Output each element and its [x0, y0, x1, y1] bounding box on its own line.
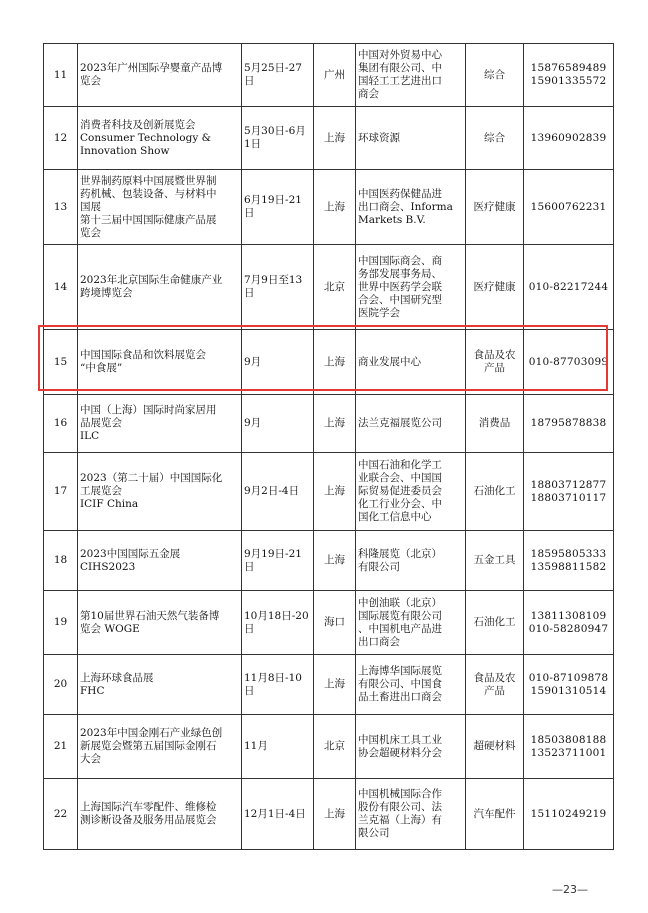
exhibition-date	[242, 107, 314, 170]
exhibition-name-line: 消费者科技及创新展览会	[80, 118, 196, 131]
exhibition-name-line: FHC	[80, 684, 105, 697]
row-number: 21	[44, 715, 78, 779]
exhibition-date	[242, 330, 314, 395]
exhibition-organizer-line: Markets B.V.	[358, 213, 426, 226]
exhibition-name-line: 品展览会	[80, 417, 122, 429]
contact-phone-line: 13523711001	[530, 746, 607, 759]
exhibition-organizer	[356, 655, 466, 715]
exhibition-name-line: 2023年中国金刚石产业绿色创	[80, 727, 223, 739]
exhibition-category-line: 五金工具	[473, 554, 516, 566]
exhibition-city: 上海	[314, 655, 356, 715]
contact-phone	[524, 245, 614, 330]
exhibition-date-line: 12月1日-4日	[244, 807, 306, 820]
exhibition-name-line: 上海环球食品展	[80, 671, 154, 684]
exhibition-organizer-line: 中创油联（北京）	[358, 596, 442, 609]
exhibition-name-line: “中食展”	[80, 362, 123, 374]
exhibition-name-line: 览会	[80, 226, 101, 239]
exhibition-organizer-line: 国化工信息中心	[358, 511, 432, 523]
contact-phone-line: 15901335572	[530, 75, 607, 87]
contact-phone	[524, 715, 614, 779]
exhibition-date	[242, 44, 314, 107]
row-number: 19	[44, 591, 78, 655]
contact-phone	[524, 170, 614, 245]
exhibition-organizer	[356, 591, 466, 655]
exhibition-name-line: 跨境博览会	[80, 287, 133, 299]
table-row	[44, 779, 614, 850]
exhibition-name-line: 国展	[80, 200, 101, 213]
contact-phone	[524, 395, 614, 453]
exhibition-date	[242, 591, 314, 655]
table-row	[44, 107, 614, 170]
exhibition-date-line: 1日	[244, 138, 262, 150]
contact-phone-line: 010-82217244	[528, 280, 609, 293]
table-row	[44, 44, 614, 107]
exhibition-name-line: 第10届世界石油天然气装备博	[80, 609, 220, 622]
exhibition-name-line: 工展览会	[80, 485, 122, 497]
table-row	[44, 395, 614, 453]
exhibition-organizer-line: 业联合会、中国国	[358, 472, 442, 484]
exhibition-name	[78, 591, 242, 655]
contact-phone	[524, 591, 614, 655]
exhibition-city: 北京	[314, 715, 356, 779]
contact-phone	[524, 779, 614, 850]
contact-phone-line: 13960902839	[530, 131, 607, 144]
table-row	[44, 170, 614, 245]
exhibition-organizer	[356, 107, 466, 170]
exhibition-category	[466, 591, 524, 655]
exhibition-organizer-line: 出口商会	[358, 635, 400, 648]
table-row	[44, 591, 614, 655]
exhibition-name-line: 测诊断设备及服务用品展览会	[80, 814, 217, 826]
exhibition-date-line: 7月9日至13	[244, 274, 303, 286]
contact-phone	[524, 531, 614, 591]
exhibition-organizer	[356, 779, 466, 850]
exhibition-date	[242, 779, 314, 850]
exhibition-organizer-line: 环球资源	[358, 131, 400, 144]
row-number: 22	[44, 779, 78, 850]
exhibition-date	[242, 453, 314, 531]
exhibition-category	[466, 453, 524, 531]
exhibition-date-line: 日	[244, 560, 255, 573]
exhibition-date-line: 10月18日-20	[244, 609, 309, 622]
exhibition-category	[466, 715, 524, 779]
contact-phone-line: 18595805333	[530, 547, 607, 560]
exhibition-organizer	[356, 170, 466, 245]
exhibition-category	[466, 170, 524, 245]
exhibition-organizer-line: 合会、中国研究型	[358, 293, 442, 306]
exhibition-organizer-line: 出口商会、Informa	[358, 200, 453, 213]
exhibition-city: 上海	[314, 531, 356, 591]
contact-phone	[524, 330, 614, 395]
exhibition-city: 上海	[314, 395, 356, 453]
exhibition-organizer-line: 中国机械国际合作	[358, 788, 442, 800]
exhibition-name	[78, 330, 242, 395]
exhibition-date-line: 日	[244, 684, 255, 697]
exhibition-organizer-line: 国轻工工艺进出口	[358, 75, 442, 87]
exhibition-date-line: 9月19日-21	[244, 547, 302, 560]
exhibition-name-line: 中国（上海）国际时尚家居用	[80, 404, 217, 416]
exhibition-organizer-line: 中国对外贸易中心	[358, 49, 442, 61]
exhibition-city: 广州	[314, 44, 356, 107]
exhibition-category-line: 产品	[484, 362, 505, 374]
exhibition-city: 上海	[314, 330, 356, 395]
contact-phone-line: 010-87703099	[528, 355, 609, 368]
exhibition-date-line: 日	[244, 287, 255, 299]
exhibition-city: 上海	[314, 453, 356, 531]
table-row	[44, 531, 614, 591]
exhibition-name	[78, 245, 242, 330]
exhibition-name-line: 大会	[80, 753, 101, 765]
contact-phone-line: 13598811582	[530, 560, 607, 573]
exhibition-category	[466, 44, 524, 107]
exhibition-category	[466, 395, 524, 453]
table-row	[44, 330, 614, 395]
exhibition-name	[78, 453, 242, 531]
exhibition-organizer-line: 中国机床工具工业	[358, 733, 442, 746]
exhibition-date	[242, 170, 314, 245]
exhibition-city: 海口	[314, 591, 356, 655]
exhibition-date-line: 5月25日-27	[244, 62, 302, 74]
table-body	[44, 44, 614, 850]
row-number: 18	[44, 531, 78, 591]
exhibition-city: 上海	[314, 170, 356, 245]
exhibition-date	[242, 655, 314, 715]
exhibition-name-line: ICIF China	[80, 498, 139, 510]
exhibition-name	[78, 170, 242, 245]
exhibition-organizer	[356, 245, 466, 330]
exhibition-category-line: 医疗健康	[473, 200, 516, 213]
exhibition-name	[78, 715, 242, 779]
exhibition-date-line: 11月8日-10	[244, 671, 302, 684]
exhibition-organizer	[356, 395, 466, 453]
exhibition-date-line: 6月19日-21	[244, 194, 302, 206]
row-number: 17	[44, 453, 78, 531]
exhibition-date-line: 日	[244, 622, 255, 635]
exhibition-category-line: 超硬材料	[473, 740, 516, 752]
table-row	[44, 245, 614, 330]
exhibition-category-line: 医疗健康	[473, 280, 516, 293]
exhibition-organizer-line: 商业发展中心	[358, 355, 421, 368]
exhibition-name	[78, 531, 242, 591]
contact-phone	[524, 107, 614, 170]
exhibition-organizer	[356, 44, 466, 107]
exhibition-name-line: 新展览会暨第五届国际金刚石	[80, 740, 217, 752]
contact-phone-line: 18803710117	[530, 491, 607, 504]
exhibition-table	[43, 43, 614, 850]
row-number: 12	[44, 107, 78, 170]
exhibition-category-line: 产品	[484, 684, 505, 697]
exhibition-date	[242, 245, 314, 330]
exhibition-organizer-line: 法兰克福展览公司	[358, 417, 442, 429]
exhibition-category-line: 石油化工	[473, 485, 516, 497]
row-number: 11	[44, 44, 78, 107]
exhibition-organizer-line: 科隆展览（北京）	[358, 547, 442, 560]
exhibition-name	[78, 779, 242, 850]
exhibition-organizer-line: 股份有限公司、法	[358, 801, 442, 813]
exhibition-name-line: 2023年北京国际生命健康产业	[80, 274, 223, 286]
exhibition-name	[78, 395, 242, 453]
exhibition-organizer-line: 际贸易促进委员会	[358, 485, 442, 497]
exhibition-category	[466, 779, 524, 850]
contact-phone-line: 15876589489	[530, 62, 607, 74]
exhibition-name-line: ILC	[80, 430, 100, 442]
exhibition-organizer-line: 国际展览有限公司	[358, 609, 442, 622]
exhibition-organizer-line: 兰克福（上海）有	[358, 814, 442, 826]
table-row	[44, 715, 614, 779]
exhibition-category	[466, 531, 524, 591]
exhibition-organizer-line: 务部发展事务局、	[358, 267, 442, 280]
exhibition-date	[242, 715, 314, 779]
row-number: 20	[44, 655, 78, 715]
exhibition-category	[466, 330, 524, 395]
exhibition-date	[242, 395, 314, 453]
contact-phone	[524, 655, 614, 715]
contact-phone-line: 15110249219	[530, 807, 607, 820]
exhibition-category-line: 综合	[484, 68, 505, 81]
exhibition-organizer-line: 中国国际商会、商	[358, 254, 442, 267]
exhibition-name-line: 2023中国国际五金展	[80, 547, 181, 560]
contact-phone	[524, 453, 614, 531]
exhibition-organizer-line: 上海博华国际展览	[358, 665, 442, 677]
exhibition-name-line: 览会	[80, 75, 101, 87]
exhibition-organizer-line: 协会超硬材料分会	[358, 746, 442, 759]
exhibition-organizer-line: 、中国机电产品进	[358, 622, 442, 635]
exhibition-name	[78, 44, 242, 107]
contact-phone-line: 18803712877	[530, 478, 607, 491]
exhibition-organizer-line: 集团有限公司、中	[358, 62, 442, 74]
exhibition-category	[466, 107, 524, 170]
contact-phone-line: 18795878838	[530, 417, 607, 429]
exhibition-category	[466, 245, 524, 330]
exhibition-name-line: Innovation Show	[80, 144, 170, 157]
exhibition-organizer-line: 中国石油和化学工	[358, 459, 442, 471]
contact-phone-line: 010-58280947	[528, 622, 609, 635]
exhibition-date-line: 日	[244, 75, 255, 87]
exhibition-organizer-line: 中国医药保健品进	[358, 187, 442, 200]
exhibition-date-line: 日	[244, 207, 255, 219]
row-number: 15	[44, 330, 78, 395]
exhibition-name-line: CIHS2023	[80, 560, 136, 573]
exhibition-name-line: 览会 WOGE	[80, 622, 140, 635]
exhibition-organizer-line: 商会	[358, 88, 379, 100]
exhibition-category-line: 石油化工	[473, 616, 516, 628]
exhibition-organizer-line: 世界中医药学会联	[358, 280, 442, 293]
exhibition-organizer-line: 品土畜进出口商会	[358, 691, 442, 703]
exhibition-organizer-line: 有限公司	[358, 560, 400, 573]
contact-phone-line: 010-87109878	[528, 671, 609, 684]
table-row	[44, 655, 614, 715]
exhibition-city: 上海	[314, 779, 356, 850]
exhibition-name-line: 2023（第二十届）中国国际化	[80, 472, 223, 484]
exhibition-date-line: 9月	[244, 417, 262, 429]
contact-phone-line: 13811308109	[530, 609, 607, 622]
exhibition-city: 北京	[314, 245, 356, 330]
row-number: 14	[44, 245, 78, 330]
exhibition-name	[78, 655, 242, 715]
exhibition-date-line: 5月30日-6月	[244, 125, 306, 137]
exhibition-category-line: 食品及农	[473, 671, 516, 684]
exhibition-name-line: 第十三届中国国际健康产品展	[80, 213, 217, 226]
exhibition-organizer-line: 医院学会	[358, 306, 400, 319]
exhibition-category	[466, 655, 524, 715]
exhibition-name-line: 药机械、包装设备、与材料中	[80, 187, 217, 200]
exhibition-name-line: 上海国际汽车零配件、维修检	[80, 801, 217, 813]
exhibition-category-line: 消费品	[478, 417, 511, 429]
exhibition-name-line: 中国国际食品和饮料展览会	[80, 349, 206, 361]
exhibition-organizer	[356, 531, 466, 591]
contact-phone-line: 15901310514	[530, 684, 607, 697]
exhibition-category-line: 汽车配件	[473, 807, 516, 820]
exhibition-date	[242, 531, 314, 591]
exhibition-category-line: 食品及农	[473, 349, 516, 361]
exhibition-organizer	[356, 330, 466, 395]
table-row	[44, 453, 614, 531]
exhibition-date-line: 9月	[244, 355, 262, 368]
exhibition-name	[78, 107, 242, 170]
exhibition-date-line: 11月	[244, 740, 268, 752]
exhibition-category-line: 综合	[484, 131, 505, 144]
row-number: 13	[44, 170, 78, 245]
exhibition-name-line: 世界制药原料中国展暨世界制	[80, 174, 217, 187]
exhibition-city: 上海	[314, 107, 356, 170]
row-number: 16	[44, 395, 78, 453]
page-number: —23—	[552, 883, 588, 896]
exhibition-organizer-line: 化工行业分会、中	[358, 498, 442, 510]
exhibition-organizer-line: 限公司	[358, 827, 390, 839]
exhibition-organizer	[356, 453, 466, 531]
contact-phone-line: 15600762231	[530, 200, 607, 213]
exhibition-date-line: 9月2日-4日	[244, 485, 300, 497]
exhibition-organizer	[356, 715, 466, 779]
contact-phone-line: 18503808188	[530, 733, 607, 746]
exhibition-organizer-line: 有限公司、中国食	[358, 678, 442, 690]
exhibition-name-line: 2023年广州国际孕婴童产品博	[80, 62, 223, 74]
contact-phone	[524, 44, 614, 107]
exhibition-name-line: Consumer Technology &	[80, 131, 211, 144]
